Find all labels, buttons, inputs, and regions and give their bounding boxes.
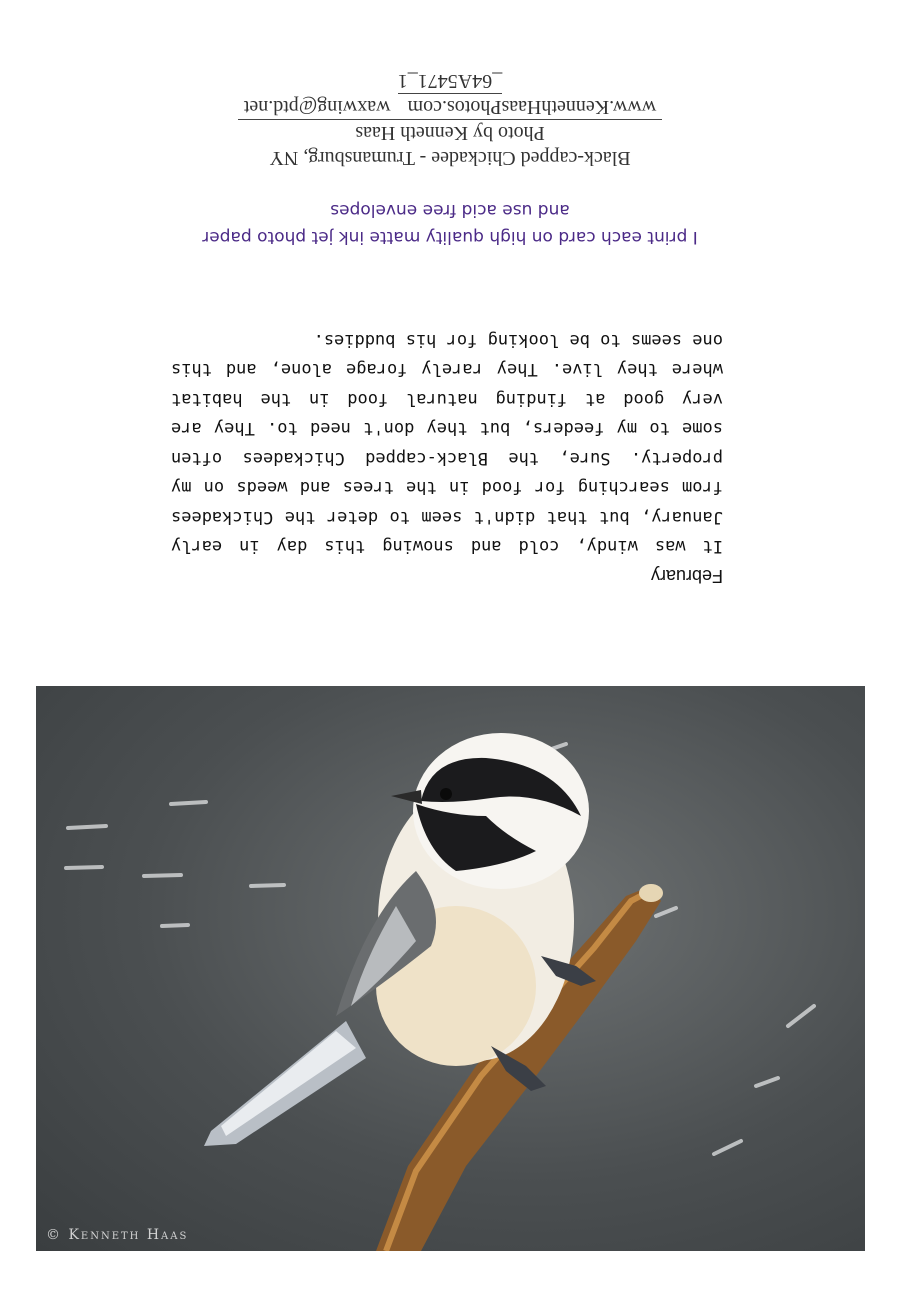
paper-note-line-2: and use acid free envelopes [330, 200, 570, 220]
photo-watermark: © Kenneth Haas [46, 1227, 189, 1243]
story-month: February [650, 566, 723, 586]
photo-title: Black-capped Chickadee - Trumansburg, NY [269, 147, 631, 169]
photographer: Photo by Kenneth Haas [355, 122, 545, 144]
image-code: _64A5471_1 [397, 70, 503, 92]
chickadee-photo [36, 686, 865, 1251]
website-link: www.KennethHaasPhotos.com [407, 96, 657, 118]
contact-line [238, 94, 662, 120]
paper-note-line-1: I print each card on high quality matte ink jet photo paper [202, 227, 698, 247]
story-block [171, 325, 723, 591]
chickadee-on-branch-photo [36, 686, 865, 1251]
email-address: waxwing@ptd.net [243, 96, 391, 118]
paper-note [0, 196, 900, 250]
story-text: It was windy, cold and snowing this day in early January, but that didn't seem to deter the Chickadees from searching for food in the trees and weeds on my property. Sure, the Black-capped Chickadees often some to my feeders, but they don't need to. They are very good at finding natural food in the habitat where they live. They rarely forage alone, and this one seems to be looking for his buddies. [171, 330, 723, 557]
photo-credit [0, 68, 900, 170]
